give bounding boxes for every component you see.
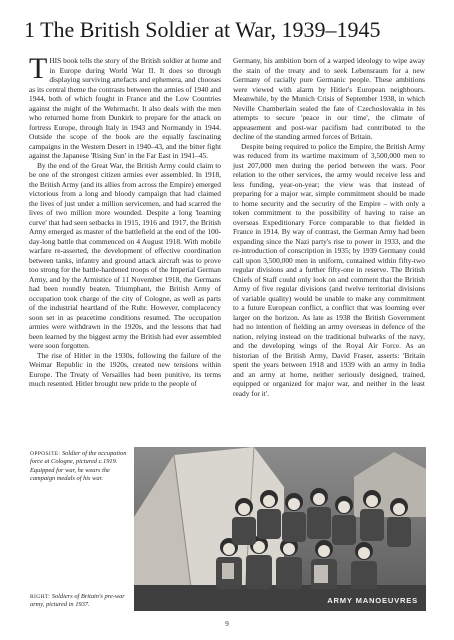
- caption-tag: RIGHT:: [30, 594, 51, 600]
- photo-inscription: ARMY MANOEUVRES: [327, 596, 418, 605]
- caption-text: Soldier of the occupation force at Cologne, pictured c.1919. Equipped for war, he wears the campaign medals of his war.: [30, 450, 127, 483]
- caption-right: [30, 593, 128, 610]
- body-paragraph: By the end of the Great War, the British Army could claim to be one of the strongest citizen armies ever assembled. In 1918, the British Army (and its allies from across the Empire) emerged victorious from a long and bloody campaign that had claimed the lives of just under a million servicemen, and had scarred the lives of two million more wounded. Despite a long 'learning curve' that had seen setbacks in 1915, 1916 and 1917, the British Army emerged as master of the battlefield at the end of the 100-day-long battle that commenced on 4 August 1918. With mobile warfare re-asserted, the development of effective coordination between tanks, infantry and ground attack aircraft was to prove too strong for the battle-hardened troops of the Imperial German Army, and by the Armistice of 11 November 1918, the Germans had been roundly beaten. Triumphant, the British Army of occupation took charge of the city of Cologne, as well as parts of the industrial heartland of the Ruhr. However, complacency soon set in as peacetime conditions resumed. The occupation armies were withdrawn in the 1920s, and the lessons that had been learned by the biggest army the British had ever assembled were soon forgotten.: [29, 160, 221, 350]
- right-text-column: [233, 56, 425, 398]
- body-paragraph: Despite being required to police the Empire, the British Army was reduced from its wartime maximum of 3,500,000 men to just 207,000 men during the period between the wars. Poor relation to the other services, the army would receive less and less funding, year-on-year; the view was that instead of preparing for a major war, simple commitment should be made to home security and the security of the Empire – with only a token commitment to the possibility of having to raise an overseas Expeditionary Force comparable to that fielded in France in 1914. By way of contrast, the German Army had been expanding since the Nazi party's rise to power in 1933, and the re-introduction of conscription in 1935; by 1939 Germany could call upon 3,500,000 men in uniform, contained within fifty-two regular divisions and a further fifty-one in reserve. The British Chiefs of Staff could only look on and comment that the British Army of five regular divisions (and twelve territorial divisions of variable quality) would be unable to make any commitment to a future European conflict, a conflict that was looming ever larger on the horizon. As late as 1938 the British Government had no intention of fielding an army overseas in defence of the nation, relying instead on the traditional bulwarks of the navy, and the developing wings of the Royal Air Force. As an historian of the British Army, David Fraser, asserts: 'Britain spent the years between 1918 and 1939 with an army in India and an army at home, neither seriously designed, trained, equipped or organized for major war, and neither in the least ready for it'.: [233, 141, 425, 398]
- caption-text: Soldiers of Britain's pre-war army, pictured in 1937.: [30, 593, 125, 609]
- caption-opposite: [30, 450, 128, 484]
- photo-illustration: [134, 447, 426, 611]
- body-paragraph: Germany, his ambition born of a warped ideology to wipe away the stain of the treaty and to seek Lebensraum for a new Germany of racially pure Germanic people. These ambitions were viewed with alarm by Hitler's European neighbours. Meanwhile, by the Munich Crisis of September 1938, in which Neville Chamberlain sealed the fate of Czechoslovakia in his attempts to secure 'peace in our time', the climate of appeasement and post-war pacifism had contributed to the decline of the standing armed forces of Britain.: [233, 56, 425, 141]
- intro-paragraph-text: HIS book tells the story of the British soldier at home and in Europe during World War II. It does so through displaying surviving artefacts and ephemera, and chooses as its central theme the contrasts between the armies of 1940 and 1944, both of which fought in France and the Low Countries against the might of the Wehrmacht. It also deals with the men who returned home from Dunkirk to prepare for the attack on fortress Europe, through Italy in 1943 and Normandy in 1944. Outside the scope of the book are the equally fascinating campaigns in the Western Desert in 1940–43, and the bitter fight against the Japanese 'Rising Sun' in the Far East in 1941–45.: [29, 56, 221, 160]
- caption-tag: OPPOSITE:: [30, 451, 61, 457]
- left-text-column: [29, 52, 221, 389]
- intro-paragraph: [29, 52, 221, 161]
- drop-cap: T: [29, 52, 48, 85]
- soldiers-photo: [134, 447, 426, 611]
- chapter-title: 1 The British Soldier at War, 1939–1945: [24, 17, 381, 42]
- page-number: 9: [225, 620, 229, 628]
- body-paragraph: The rise of Hitler in the 1930s, following the failure of the Weimar Republic in the 1920s, created new tensions within Europe. The Treaty of Versailles had been punitive, its terms much resented. Hitler brought new pride to the people of: [29, 350, 221, 388]
